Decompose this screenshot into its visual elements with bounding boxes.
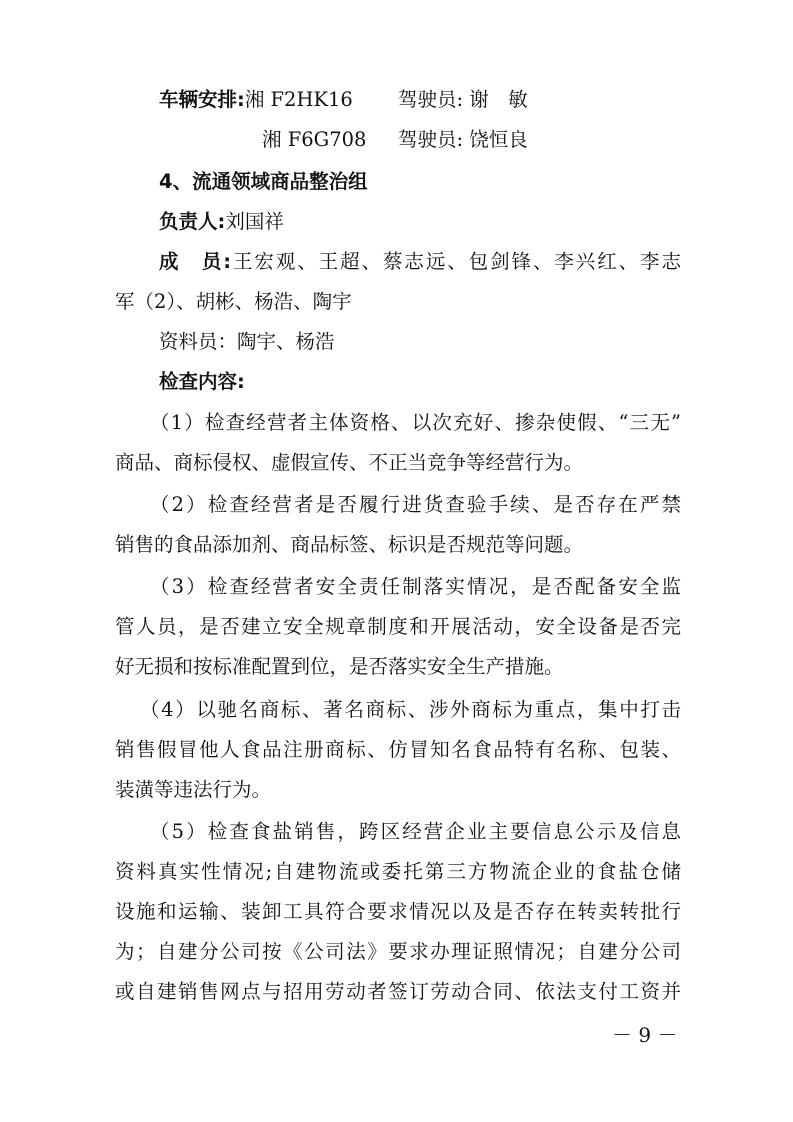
item-5-line-5: 或自建销售网点与招用劳动者签订劳动合同、依法支付工资并 xyxy=(115,980,681,1003)
item-3-line-2: 管人员，是否建立安全规章制度和开展活动，安全设备是否完 xyxy=(115,615,681,638)
vehicle-label: 车辆安排: xyxy=(159,88,245,111)
page-number: － 9 － xyxy=(612,1023,678,1047)
driver-name-1: 谢 敏 xyxy=(469,88,528,111)
item-2-line-2: 销售的食品添加剂、商品标签、标识是否规范等问题。 xyxy=(115,533,584,556)
section-heading: 4、流通领域商品整治组 xyxy=(159,170,368,193)
item-4-line-2: 销售假冒他人食品注册商标、仿冒知名食品特有名称、包装、 xyxy=(115,738,681,761)
vehicle-plate-2: 湘 F6G708 xyxy=(262,128,367,151)
item-3-line-1: （3）检查经营者安全责任制落实情况，是否配备安全监 xyxy=(150,575,681,598)
item-4-line-3: 装潢等违法行为。 xyxy=(115,778,272,801)
driver-label-2: 驾驶员: xyxy=(398,128,464,151)
members-line-1 xyxy=(159,250,681,274)
content-label: 检查内容: xyxy=(159,370,245,393)
members-label: 成 员: xyxy=(159,250,232,273)
vehicle-line-1 xyxy=(159,88,353,112)
vehicle-plate-1: 湘 F2HK16 xyxy=(244,88,353,111)
members-list-2: 军（2）、胡彬、杨浩、陶宇 xyxy=(115,290,352,313)
item-2-line-1: （2）检查经营者是否履行进货查验手续、是否存在严禁 xyxy=(150,493,681,516)
clerk-line: 资料员：陶宇、杨浩 xyxy=(159,330,335,353)
item-3-line-3: 好无损和按标准配置到位，是否落实安全生产措施。 xyxy=(115,655,564,678)
item-5-line-1: （5）检查食盐销售，跨区经营企业主要信息公示及信息 xyxy=(150,820,681,843)
item-5-line-4: 为；自建分公司按《公司法》要求办理证照情况；自建分公司 xyxy=(115,940,681,963)
leader-line xyxy=(159,210,284,234)
leader-name: 刘国祥 xyxy=(225,210,284,233)
item-5-line-2: 资料真实性情况;自建物流或委托第三方物流企业的食盐仓储 xyxy=(115,860,681,883)
item-1-line-2: 商品、商标侵权、虚假宣传、不正当竞争等经营行为。 xyxy=(115,451,584,474)
members-list-1: 王宏观、王超、蔡志远、包剑锋、李兴红、李志 xyxy=(231,250,681,273)
driver-label-1: 驾驶员: xyxy=(398,88,464,111)
driver-line-1 xyxy=(398,88,528,112)
item-1-line-1: （1）检查经营者主体资格、以次充好、掺杂使假、“三无” xyxy=(150,411,681,434)
item-4-line-1: （4）以驰名商标、著名商标、涉外商标为重点，集中打击 xyxy=(140,698,681,721)
leader-label: 负责人: xyxy=(159,210,226,233)
item-5-line-3: 设施和运输、装卸工具符合要求情况以及是否存在转卖转批行 xyxy=(115,900,681,923)
driver-name-2: 饶恒良 xyxy=(469,128,528,151)
driver-line-2 xyxy=(398,128,528,152)
